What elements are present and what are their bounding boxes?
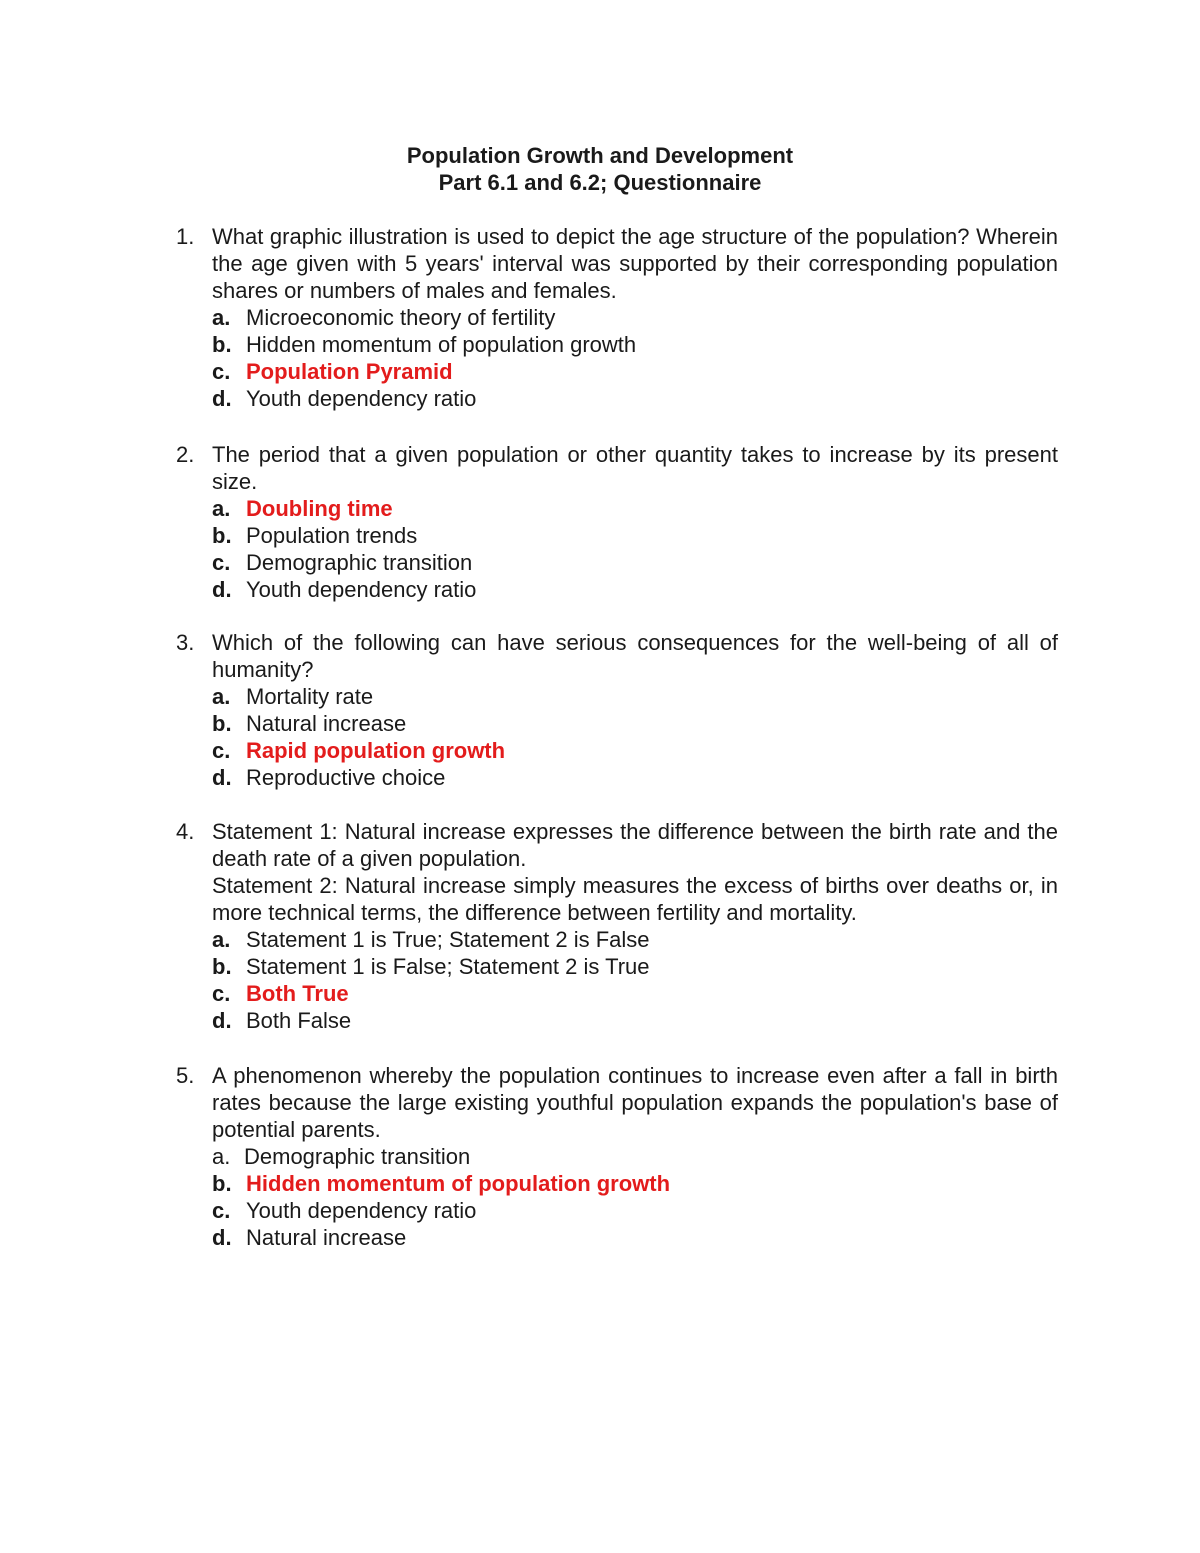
option-text: Population trends: [246, 523, 418, 548]
option-d: [212, 576, 1058, 603]
option-text: Natural increase: [246, 1225, 407, 1250]
option-b: [212, 331, 1058, 358]
question-number: 4.: [176, 819, 195, 844]
correct-answer: Hidden momentum of population growth: [246, 1171, 671, 1196]
option-text: Reproductive choice: [246, 765, 446, 790]
option-letter: d.: [212, 765, 232, 790]
option-letter: c.: [212, 738, 231, 763]
option-d: [212, 1007, 1058, 1034]
option-letter: d.: [212, 1225, 232, 1250]
option-d: [212, 1224, 1058, 1251]
option-a: [212, 926, 1058, 953]
option-letter: c.: [212, 550, 231, 575]
option-d: [212, 764, 1058, 791]
option-text: Microeconomic theory of fertility: [246, 305, 556, 330]
option-letter: a.: [212, 684, 231, 709]
question-text: What graphic illustration is used to depict the age structure of the population? Wherein the age given with 5 years' interval was supported by their corresponding population shares or numbers of males and females.: [212, 224, 1058, 303]
option-text: Both False: [246, 1008, 352, 1033]
option-letter: b.: [212, 954, 232, 979]
option-letter: b.: [212, 332, 232, 357]
option-letter: b.: [212, 1171, 232, 1196]
option-letter: a.: [212, 927, 231, 952]
option-letter: a.: [212, 305, 231, 330]
option-letter: c.: [212, 359, 231, 384]
option-text: Demographic transition: [244, 1144, 471, 1169]
document-subtitle: Part 6.1 and 6.2; Questionnaire: [438, 170, 762, 195]
option-d: [212, 385, 1058, 412]
option-letter: b.: [212, 711, 232, 736]
option-c: [212, 549, 1058, 576]
option-letter: d.: [212, 386, 232, 411]
option-c: [212, 980, 1058, 1007]
question-number: 5.: [176, 1063, 195, 1088]
option-b: [212, 953, 1058, 980]
option-text: Natural increase: [246, 711, 407, 736]
question-number: 2.: [176, 442, 195, 467]
question-number: 3.: [176, 630, 195, 655]
question-text: Which of the following can have serious consequences for the well-being of all of humanity?: [212, 630, 1058, 682]
correct-answer: Population Pyramid: [246, 359, 453, 384]
option-text: Statement 1 is True; Statement 2 is False: [246, 927, 650, 952]
option-a: [212, 304, 1058, 331]
option-text: Youth dependency ratio: [246, 577, 477, 602]
option-text: Mortality rate: [246, 684, 374, 709]
statement-2-text: Statement 2: Natural increase simply measures the excess of births over deaths or, in more technical terms, the difference between fertility and mortality.: [212, 873, 1058, 925]
option-a: [212, 1143, 1058, 1170]
document-title: Population Growth and Development: [406, 143, 794, 168]
option-b: [212, 1170, 1058, 1197]
option-a: [212, 683, 1058, 710]
correct-answer: Doubling time: [246, 496, 393, 521]
option-text: Demographic transition: [246, 550, 473, 575]
statement-1-text: Statement 1: Natural increase expresses the difference between the birth rate and the death rate of a given population.: [212, 819, 1058, 871]
option-letter: d.: [212, 577, 232, 602]
question-text: A phenomenon whereby the population continues to increase even after a fall in birth rates because the large existing youthful population expands the population's base of potential parents.: [212, 1063, 1058, 1142]
question-number: 1.: [176, 224, 195, 249]
question-text: The period that a given population or other quantity takes to increase by its present size.: [212, 442, 1058, 494]
option-text: Hidden momentum of population growth: [246, 332, 637, 357]
option-b: [212, 710, 1058, 737]
option-letter: a.: [212, 496, 231, 521]
option-a: [212, 495, 1058, 522]
option-c: [212, 358, 1058, 385]
option-letter: b.: [212, 523, 232, 548]
option-letter: a.: [212, 1144, 231, 1169]
correct-answer: Both True: [246, 981, 349, 1006]
option-c: [212, 1197, 1058, 1224]
option-c: [212, 737, 1058, 764]
option-b: [212, 522, 1058, 549]
option-letter: d.: [212, 1008, 232, 1033]
option-text: Youth dependency ratio: [246, 386, 477, 411]
option-text: Youth dependency ratio: [246, 1198, 477, 1223]
correct-answer: Rapid population growth: [246, 738, 506, 763]
option-letter: c.: [212, 981, 231, 1006]
option-text: Statement 1 is False; Statement 2 is True: [246, 954, 650, 979]
option-letter: c.: [212, 1198, 231, 1223]
